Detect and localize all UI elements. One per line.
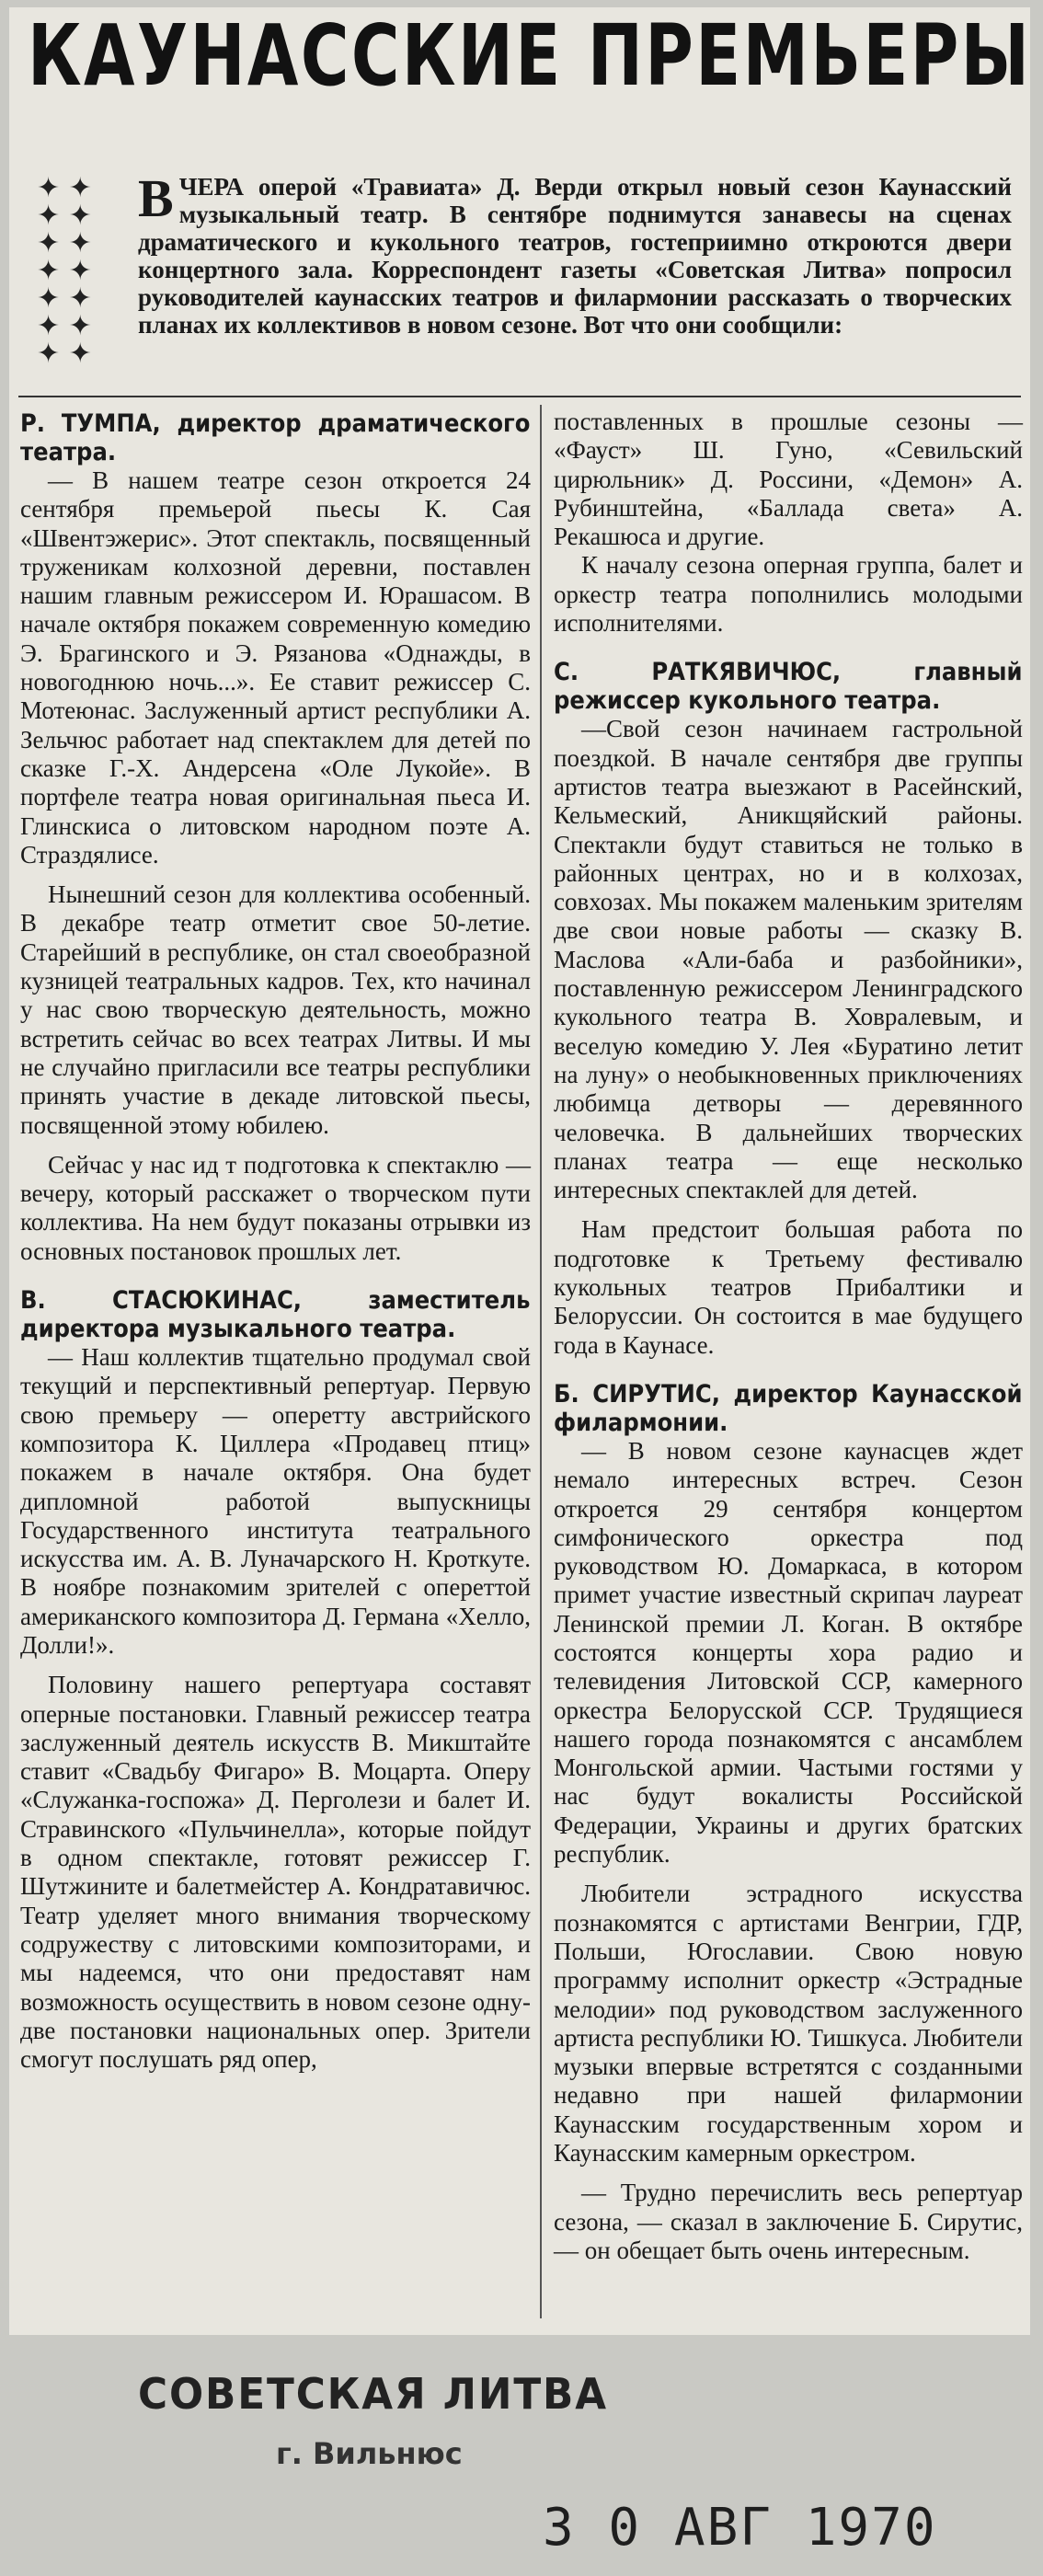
- paragraph: Нынешний сезон для коллектива особенный. В декабре театр отметит свое 50-летие. Старейший в республике, он стал своеобразной кузницей театральных кадров. Тех, кто начинал у нас свою творческую деятельность, можно встретить сейчас во всех театрах Литвы. И мы не случайно пригласили все театры республики принять участие в декаде литовской пьесы, посвященной этому юбилею.: [20, 880, 531, 1139]
- divider: [18, 396, 1021, 397]
- column-divider: [540, 405, 542, 2318]
- drop-cap: В: [138, 168, 174, 228]
- section-heading-tumpa: Р. ТУМПА, директор драматического театра.: [20, 409, 531, 466]
- star-ornament-icon: ✦ ✦ ✦ ✦ ✦ ✦ ✦ ✦ ✦ ✦ ✦ ✦ ✦ ✦: [37, 172, 92, 370]
- newspaper-stamp: СОВЕТСКАЯ ЛИТВА: [138, 2369, 608, 2419]
- section-heading-sirutis: Б. СИРУТИС, директор Каунасской филармонии.: [554, 1379, 1023, 1437]
- paragraph: — Трудно перечислить весь репертуар сезона, — сказал в заключение Б. Сирутис, — он обещает быть очень интересным.: [554, 2179, 1023, 2264]
- paragraph: — В новом сезоне каунасцев ждет немало интересных встреч. Сезон откроется 29 сентября концертом симфонического оркестра под руководством Ю. Домаркаса, в котором примет участие известный скрипач лауреат Ленинской премии Л. Коган. В октябре состоятся концерты хора радио и телевидения Литовской ССР, камерного оркестра Белорусской ССР. Трудящиеся нашего города познакомятся с ансамблем Монгольской армии. Частыми гостями у нас будут вокалисты Российской Федерации, Украины и других братских республик.: [554, 1436, 1023, 1869]
- lead-paragraph: [138, 168, 1012, 339]
- paragraph: Любители эстрадного искусства познакомятся с артистами Венгрии, ГДР, Польши, Югославии. Свою новую программу исполнит оркестр «Эстрадные мелодии» под руководством заслуженного артиста республики Ю. Тишкуса. Любители музыки впервые встретятся с созданными недавно при нашей филармонии Каунасским государственным хором и Каунасским камерным оркестром.: [554, 1880, 1023, 2168]
- stamp-city: г. Вильнюс: [276, 2436, 463, 2471]
- paragraph: Сейчас у нас ид т подготовка к спектаклю — вечеру, который расскажет о творческом пути коллектива. На нем будут показаны отрывки из основных постановок прошлых лет.: [20, 1150, 531, 1265]
- paragraph: — Наш коллектив тщательно продумал свой текущий и перспективный репертуар. Первую свою премьеру — оперетту австрийского композитора К. Циллера «Продавец птиц» покажем в начале октября. Она будет дипломной работой выпускницы Государственного института театрального искусства им. А. В. Луначарского Н. Кроткуте. В ноябре познакомим зрителей с опереттой американского композитора Д. Германа «Хелло, Долли!».: [20, 1343, 531, 1659]
- paragraph: Нам предстоит большая работа по подготовке к Третьему фестивалю кукольных театров Прибалтики и Белоруссии. Он состоится в мае будущего года в Каунасе.: [554, 1215, 1023, 1359]
- section-heading-stasiukinas: В. СТАСЮКИНАС, заместитель директора музыкального театра.: [20, 1286, 531, 1344]
- paragraph: —Свой сезон начинаем гастрольной поездкой. В начале сентября две группы артистов театра выезжают в Расейнский, Кельмеский, Аникщяйский районы. Спектакли будут ставиться не только в районных центрах, но и в колхозах, совхозах. Мы покажем маленьким зрителям две свои новые работы — сказку В. Маслова «Али-баба и разбойники», поставленную режиссером Ленинградского кукольного театра В. Ховралевым, и веселую комедию У. Лея «Буратино летит на луну» о необыкновенных приключениях любимца детворы — деревянного человечка. В дальнейших творческих планах театра — еще несколько интересных спектаклей для детей.: [554, 715, 1023, 1204]
- lead-text: ЧЕРА оперой «Травиата» Д. Верди открыл новый сезон Каунасский музыкальный театр. В сентябре поднимутся занавесы на сценах драматического и кукольного театров, гостеприимно откроются двери концертного зала. Корреспондент газеты «Советская Литва» попросил руководителей каунасских театров и филармонии рассказать о творческих планах их коллективов в новом сезоне. Вот что они сообщили:: [138, 173, 1012, 339]
- headline: КАУНАССКИЕ ПРЕМЬЕРЫ: [28, 6, 1032, 105]
- paragraph: К началу сезона оперная группа, балет и оркестр театра пополнились молодыми исполнителями.: [554, 551, 1023, 638]
- paragraph: — В нашем театре сезон откроется 24 сентября премьерой пьесы К. Сая «Швентэжерис». Этот спектакль, посвященный труженикам колхозной деревни, поставлен нашим главным режиссером И. Юрашасом. В начале октября покажем современную комедию Э. Брагинского и Э. Рязанова «Однажды, в новогоднюю ночь...». Ее ставит режиссер С. Мотеюнас. Заслуженный артист республики А. Зельчюс работает над спектаклем для детей по сказке Г.-Х. Андерсена «Оле Лукойе». В портфеле театра новая оригинальная пьеса И. Глинскиса о литовском народном поэте А. Страздялисе.: [20, 466, 531, 868]
- column-left: [20, 409, 531, 2074]
- date-stamp: 3 0 АВГ 1970: [543, 2498, 937, 2558]
- paragraph: Половину нашего репертуара составят оперные постановки. Главный режиссер театра заслуженный деятель искусств В. Микштайте ставит «Свадьбу Фигаро» В. Моцарта. Оперу «Служанка-госпожа» Д. Перголези и балет И. Стравинского «Пульчинелла», которые пойдут в одном спектакле, готовят режиссер Г. Шутжините и балетмейстер А. Кондратавичюс. Театр уделяет много внимания творческому содружеству с литовскими композиторами, и мы надеемся, что они предоставят нам возможность осуществить в новом сезоне одну-две постановки национальных опер. Зрители смогут послушать ряд опер,: [20, 1671, 531, 2074]
- paragraph: поставленных в прошлые сезоны — «Фауст» Ш. Гуно, «Севильский цирюльник» Д. Россини, «Демон» А. Рубинштейна, «Баллада света» А. Рекашюса и другие.: [554, 408, 1023, 551]
- section-heading-ratkiavichius: С. РАТКЯВИЧЮС, главный режиссер кукольного театра.: [554, 658, 1023, 716]
- column-right: [554, 408, 1023, 2265]
